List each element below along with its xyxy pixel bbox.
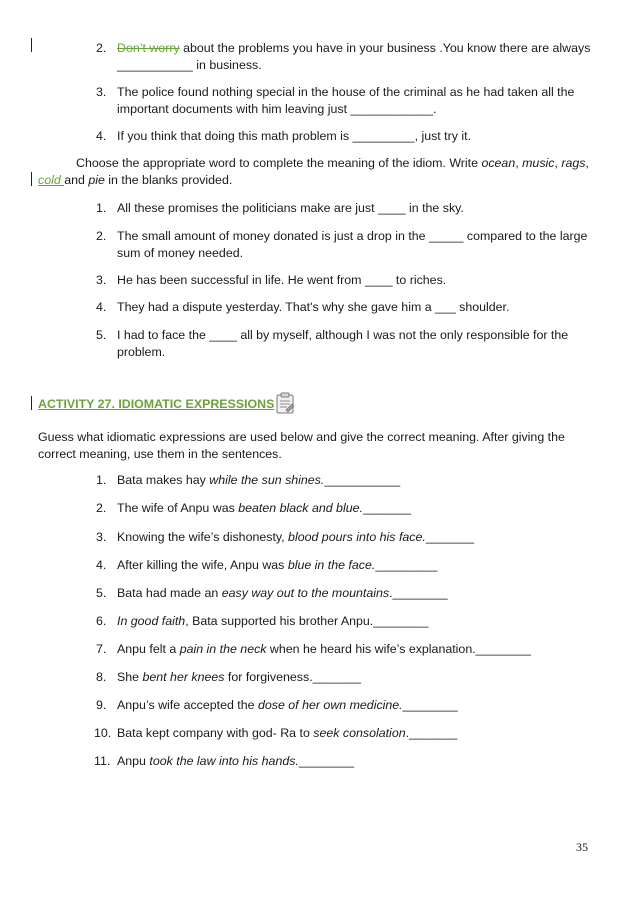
answer-blank: ._______ [405, 726, 458, 740]
answer-blank: _______ [425, 530, 475, 544]
option-word: pie [88, 173, 105, 187]
item-number: 10. [94, 726, 112, 740]
item-number: 5. [96, 586, 107, 600]
item-number: 1. [96, 201, 107, 215]
margin-change-bar [31, 38, 32, 52]
option-word-edited: cold [38, 173, 65, 187]
item-text: The police found nothing special in the house of the criminal as he had taken all the important documents with him leaving just ____________. [117, 85, 575, 116]
activity-heading [38, 392, 295, 413]
sentence-text: Bata had made an [117, 586, 222, 600]
list-item [96, 84, 596, 118]
sentence-text: Bata kept company with god- Ra to [117, 726, 314, 740]
idiom-text: while the sun shines. [209, 473, 325, 487]
item-number: 2. [96, 229, 107, 243]
item-text: They had a dispute yesterday. That's why she gave him a ___ shoulder. [117, 300, 510, 314]
item-text [117, 472, 595, 489]
answer-blank: _______ [362, 501, 412, 515]
page-number: 35 [576, 840, 588, 854]
idiom-text: pain in the neck [179, 642, 267, 656]
sentence-text: Anpu’s wife accepted the [117, 698, 258, 712]
item-number: 3. [96, 530, 107, 544]
item-text [117, 669, 595, 686]
sentence-text: Anpu [117, 754, 150, 768]
option-word: music [522, 156, 555, 170]
idiom-text: took the law into his hands. [149, 754, 299, 768]
answer-blank: ________ [298, 754, 354, 768]
idiom-text: seek consolation [313, 726, 406, 740]
item-text [117, 641, 595, 658]
margin-change-bar [31, 396, 32, 410]
answer-blank: ________ [402, 698, 458, 712]
list-item [96, 128, 596, 145]
instruction-paragraph: Choose the appropriate word to complete the meaning of the idiom. Write ocean, music, rags, cold and pie in the blanks provided. [38, 156, 589, 187]
item-text [117, 613, 595, 630]
item-number: 4. [96, 300, 107, 314]
item-text [117, 585, 595, 602]
item-text: All these promises the politicians make are just ____ in the sky. [117, 201, 464, 215]
deleted-text: Don’t worry [117, 41, 180, 55]
sentence-text: Anpu felt a [117, 642, 180, 656]
item-number: 9. [96, 698, 107, 712]
answer-blank: _________ [375, 558, 438, 572]
item-text: I had to face the ____ all by myself, although I was not the only responsible for the problem. [117, 328, 569, 359]
item-text [117, 40, 595, 74]
item-text [117, 753, 595, 770]
idiom-text: beaten black and blue. [238, 501, 363, 515]
item-text [117, 725, 595, 742]
item-number: 4. [96, 129, 107, 143]
sentence-text: After killing the wife, Anpu was [117, 558, 288, 572]
answer-blank: ___________ [324, 473, 401, 487]
item-text: The small amount of money donated is just a drop in the _____ compared to the large sum of money needed. [117, 229, 588, 260]
list-item [96, 40, 596, 74]
item-number: 5. [96, 328, 107, 342]
item-number: 3. [96, 273, 107, 287]
sentence-text: Bata makes hay [117, 473, 210, 487]
answer-blank: , Bata supported his brother Anpu.________ [185, 614, 429, 628]
idiom-text: blood pours into his face. [288, 530, 426, 544]
idiom-text: In good faith [117, 614, 186, 628]
sentence-text: She [117, 670, 143, 684]
item-text [117, 557, 595, 574]
idiom-text: bent her knees [142, 670, 225, 684]
item-number: 3. [96, 85, 107, 99]
item-number: 11. [94, 754, 111, 768]
idiom-text: blue in the face. [287, 558, 376, 572]
option-word: ocean [481, 156, 516, 170]
item-text [117, 697, 595, 714]
answer-blank: for forgiveness._______ [224, 670, 361, 684]
item-text [117, 500, 595, 517]
option-word: rags [561, 156, 586, 170]
item-text: If you think that doing this math problem is _________, just try it. [117, 129, 472, 143]
sentence-text: The wife of Anpu was [117, 501, 239, 515]
item-text: He has been successful in life. He went from ____ to riches. [117, 273, 447, 287]
sentence-text: Knowing the wife’s dishonesty, [117, 530, 289, 544]
item-text [117, 529, 595, 546]
answer-blank: when he heard his wife’s explanation.________ [266, 642, 531, 656]
idiom-text: easy way out to the mountains [221, 586, 390, 600]
item-text-rest: about the problems you have in your business .You know there are always ___________ in business. [117, 41, 591, 72]
item-number: 6. [96, 614, 107, 628]
item-number: 7. [96, 642, 107, 656]
activity-heading-text: ACTIVITY 27. IDIOMATIC EXPRESSIONS [38, 397, 275, 411]
margin-change-bar [31, 172, 32, 186]
item-number: 2. [96, 41, 107, 55]
answer-blank: .________ [389, 586, 448, 600]
item-number: 1. [96, 473, 107, 487]
activity-instruction: Guess what idiomatic expressions are used below and give the correct meaning. After giving the correct meaning, use them in the sentences. [38, 430, 565, 461]
item-number: 2. [96, 501, 107, 515]
item-number: 4. [96, 558, 107, 572]
item-number: 8. [96, 670, 107, 684]
idiom-text: dose of her own medicine. [257, 698, 403, 712]
clipboard-icon [275, 392, 295, 414]
